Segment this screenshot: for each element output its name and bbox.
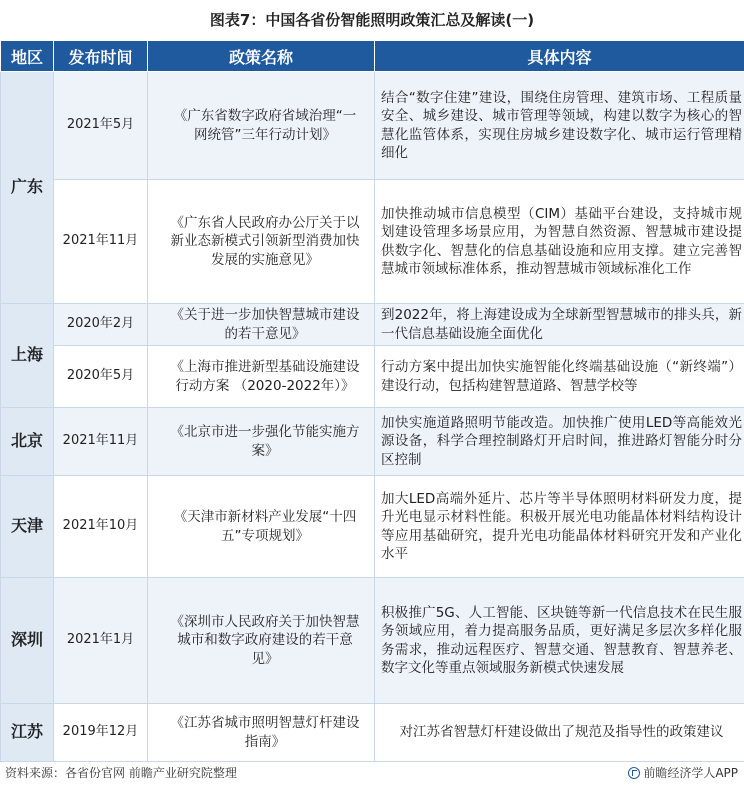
region-cell: 天津 [1,476,54,578]
policy-cell: 《深圳市人民政府关于加快智慧城市和数字政府建设的若干意见》 [148,578,375,704]
date-cell: 2021年11月 [54,180,148,304]
source-note: 资料来源：各省份官网 前瞻产业研究院整理 [5,766,237,780]
table-row [1,704,744,762]
table-row [1,72,744,180]
policy-cell: 《关于进一步加快智慧城市建设的若干意见》 [148,304,375,346]
content-cell: 加大LED高端外延片、芯片等半导体照明材料研发力度，提升光电显示材料性能。积极开展光电功能晶体材料结构设计等应用基础研究，提升光电功能晶体材料研究开发和产业化水平 [375,476,744,578]
header-policy: 政策名称 [148,41,375,72]
table-row [1,408,744,476]
region-cell: 江苏 [1,704,54,762]
date-cell: 2019年12月 [54,704,148,762]
content-cell: 结合“数字住建”建设，围绕住房管理、建筑市场、工程质量安全、城乡建设、城市管理等领域，构建以数字为核心的智慧化监管体系，实现住房城乡建设数字化、城市运行管理精细化 [375,72,744,180]
date-cell: 2021年1月 [54,578,148,704]
table-row [1,304,744,346]
content-cell: 到2022年，将上海建设成为全球新型智慧城市的排头兵，新一代信息基础设施全面优化 [375,304,744,346]
chart-title: 图表7：中国各省份智能照明政策汇总及解读(一) [209,11,535,29]
app-credit-label: 前瞻经济学人APP [643,766,738,780]
content-cell: 对江苏省智慧灯杆建设做出了规范及指导性的政策建议 [375,704,744,762]
date-cell: 2021年10月 [54,476,148,578]
date-cell: 2020年5月 [54,346,148,408]
date-cell: 2021年11月 [54,408,148,476]
header-content: 具体内容 [375,41,744,72]
policy-cell: 《上海市推进新型基础设施建设行动方案 （2020-2022年）》 [148,346,375,408]
table-row [1,476,744,578]
table-row [1,578,744,704]
header-region: 地区 [1,41,54,72]
policy-cell: 《江苏省城市照明智慧灯杆建设指南》 [148,704,375,762]
content-cell: 加快推动城市信息模型（CIM）基础平台建设，支持城市规划建设管理多场景应用，为智慧自然资源、智慧城市建设提供数字化、智慧化的信息基础设施和应用支撑。建立完善智慧城市领域标准体系，推动智慧城市领域标准化工作 [375,180,744,304]
policy-table [0,40,744,762]
policy-cell: 《天津市新材料产业发展“十四五”专项规划》 [148,476,375,578]
date-cell: 2020年2月 [54,304,148,346]
policy-cell: 《广东省人民政府办公厅关于以新业态新模式引领新型消费加快发展的实施意见》 [148,180,375,304]
policy-cell: 《北京市进一步强化节能实施方案》 [148,408,375,476]
footer [0,761,744,783]
qianzhan-logo-icon [628,767,640,779]
content-cell: 积极推广5G、人工智能、区块链等新一代信息技术在民生服务领域应用，着力提高服务品质，更好满足多层次多样化服务需求，推动远程医疗、智慧交通、智慧教育、智慧养老、数字文化等重点领域服务新模式快速发展 [375,578,744,704]
content-cell: 加快实施道路照明节能改造。加快推广使用LED等高能效光源设备，科学合理控制路灯开启时间，推进路灯智能分时分区控制 [375,408,744,476]
app-credit [628,764,738,781]
policy-cell: 《广东省数字政府省域治理“一网统管”三年行动计划》 [148,72,375,180]
region-cell: 深圳 [1,578,54,704]
header-date: 发布时间 [54,41,148,72]
content-cell: 行动方案中提出加快实施智能化终端基础设施（“新终端”）建设行动，包括构建智慧道路、智慧学校等 [375,346,744,408]
region-cell: 广东 [1,72,54,304]
table-header-row [1,41,744,72]
region-cell: 上海 [1,304,54,408]
table-row [1,346,744,408]
table-row [1,180,744,304]
date-cell: 2021年5月 [54,72,148,180]
region-cell: 北京 [1,408,54,476]
